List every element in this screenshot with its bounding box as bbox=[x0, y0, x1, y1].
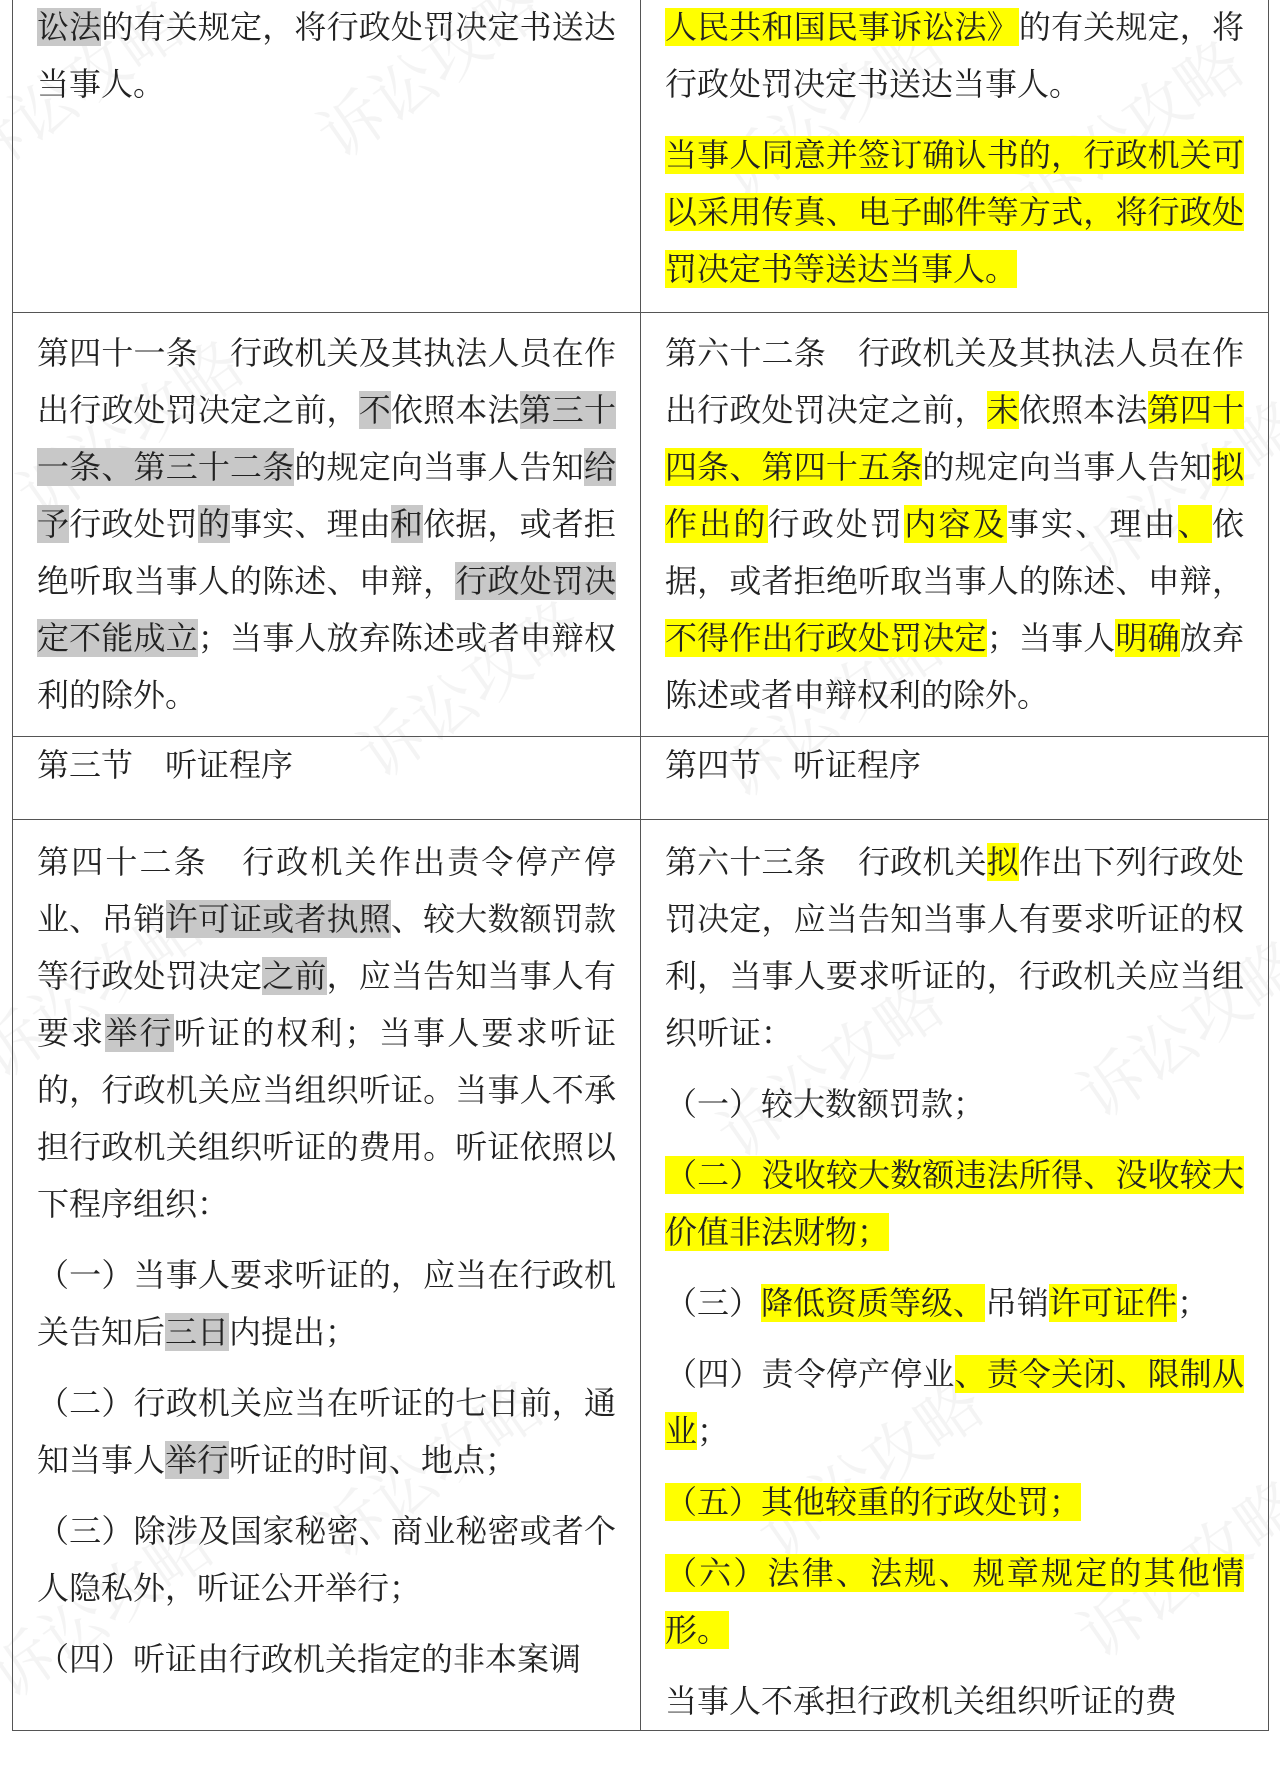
removed-text: 举行 bbox=[105, 1014, 174, 1052]
text-run: 、较大数额罚款等行政处罚决定 bbox=[37, 900, 616, 995]
added-text: 第四十四条、第四十五条 bbox=[665, 391, 1244, 486]
removed-text: 三日 bbox=[165, 1313, 230, 1351]
comparison-table bbox=[12, 0, 1269, 1731]
text-run: 第四节 bbox=[665, 746, 762, 784]
table-row bbox=[13, 820, 1269, 1731]
article-paragraph bbox=[665, 1147, 1244, 1261]
added-text: 、责令关闭、限制从业 bbox=[665, 1355, 1244, 1450]
new-law-cell bbox=[641, 313, 1269, 737]
added-text: 人民共和国民事诉讼法》 bbox=[665, 8, 1019, 46]
added-text: 内容及 bbox=[904, 505, 1007, 543]
article-paragraph bbox=[37, 834, 616, 1233]
article-paragraph bbox=[37, 1247, 616, 1361]
removed-text: 不 bbox=[358, 391, 391, 429]
table-row bbox=[13, 737, 1269, 820]
article-paragraph bbox=[665, 127, 1244, 298]
table-row bbox=[13, 0, 1269, 313]
text-run: （一）当事人要求听证的，应当在行政机关告知后 bbox=[37, 1256, 616, 1351]
added-text: （六）法律、法规、规章规定的其他情形。 bbox=[665, 1554, 1244, 1649]
text-run: 行政机关 bbox=[857, 843, 987, 881]
text-run: 行政机关作出责令停产停业、吊销 bbox=[37, 843, 616, 938]
added-text: （五）其他较重的行政处罚； bbox=[665, 1483, 1082, 1521]
added-text: 降低资质等级、 bbox=[761, 1284, 986, 1322]
added-text: 拟 bbox=[986, 843, 1019, 881]
text-run: 第四十一条 bbox=[37, 334, 198, 372]
text-run: 第四十二条 bbox=[37, 843, 208, 881]
text-run: 听证程序 bbox=[165, 746, 294, 784]
text-run: 依据，或者拒绝听取当事人的陈述、申辩， bbox=[37, 505, 616, 600]
added-text: （二）没收较大数额违法所得、没收较大价值非法财物； bbox=[665, 1156, 1244, 1251]
article-paragraph bbox=[665, 1346, 1244, 1460]
article-paragraph bbox=[37, 325, 616, 724]
old-law-cell bbox=[13, 313, 641, 737]
old-law-cell bbox=[13, 0, 641, 313]
section-title bbox=[665, 737, 1244, 794]
removed-text: 讼法 bbox=[37, 8, 102, 46]
article-paragraph bbox=[665, 325, 1244, 724]
text-run: 行政处罚 bbox=[69, 505, 198, 543]
added-text: 当事人同意并签订确认书的，行政机关可以采用传真、电子邮件等方式，将行政处罚决定书等送达当事人。 bbox=[665, 136, 1244, 288]
text-run: 的有关规定，将行政处罚决定书送达当事人。 bbox=[665, 8, 1244, 103]
new-law-cell bbox=[641, 0, 1269, 313]
removed-text: 的 bbox=[197, 505, 231, 543]
article-paragraph bbox=[37, 1503, 616, 1617]
article-paragraph bbox=[665, 1474, 1244, 1531]
text-run: 依据，或者拒绝听取当事人的陈述、申辩， bbox=[665, 505, 1244, 600]
text-run: 第六十二条 bbox=[665, 334, 826, 372]
text-run: 依照本法 bbox=[390, 391, 520, 429]
text-run: 行政机关及其执法人员在作出行政处罚决定之前， bbox=[665, 334, 1244, 429]
text-run: 的规定向当事人告知 bbox=[922, 448, 1212, 486]
added-text: 明确 bbox=[1115, 619, 1180, 657]
article-paragraph bbox=[665, 1275, 1244, 1332]
old-law-cell bbox=[13, 820, 641, 1731]
text-run: （一）较大数额罚款； bbox=[665, 1085, 986, 1123]
article-paragraph bbox=[665, 1673, 1244, 1730]
text-run: ； bbox=[697, 1412, 730, 1450]
text-run: ，应当告知当事人有要求 bbox=[37, 957, 616, 1052]
text-run: 的有关规定，将行政处罚决定书送达当事人。 bbox=[37, 8, 616, 103]
removed-text: 许可证或者执照 bbox=[165, 900, 391, 938]
added-text: 不得作出行政处罚决定 bbox=[665, 619, 987, 657]
article-paragraph bbox=[665, 0, 1244, 113]
removed-text: 行政处罚决定不能成立 bbox=[37, 562, 616, 657]
text-run: 作出下列行政处罚决定，应当告知当事人有要求听证的权利，当事人要求听证的，行政机关应当组织听证： bbox=[665, 843, 1244, 1052]
removed-text: 第三十一条、第三十二条 bbox=[37, 391, 616, 486]
text-run: （四）听证由行政机关指定的非本案调 bbox=[37, 1640, 582, 1678]
text-run: 吊销 bbox=[985, 1284, 1050, 1322]
new-law-cell bbox=[641, 820, 1269, 1731]
article-paragraph bbox=[665, 1545, 1244, 1659]
article-paragraph bbox=[37, 1631, 616, 1688]
text-run: 事实、理由 bbox=[230, 505, 391, 543]
text-run: 放弃陈述或者申辩权利的除外。 bbox=[665, 619, 1244, 714]
text-run: 当事人不承担行政机关组织听证的费 bbox=[665, 1682, 1178, 1720]
added-text: 、 bbox=[1177, 505, 1212, 543]
text-run: 听证的时间、地点； bbox=[229, 1441, 518, 1479]
article-paragraph bbox=[37, 0, 616, 113]
text-run: ；当事人放弃陈述或者申辩权利的除外。 bbox=[37, 619, 616, 714]
added-text: 拟作出的 bbox=[665, 448, 1244, 543]
section-title bbox=[37, 737, 616, 794]
new-section-heading bbox=[641, 737, 1269, 820]
article-paragraph bbox=[37, 1375, 616, 1489]
table-row bbox=[13, 313, 1269, 737]
text-run: 行政处罚 bbox=[767, 505, 905, 543]
text-run: 第六十三条 bbox=[665, 843, 826, 881]
text-run: 行政机关及其执法人员在作出行政处罚决定之前， bbox=[37, 334, 616, 429]
old-section-heading bbox=[13, 737, 641, 820]
removed-text: 给予 bbox=[37, 448, 616, 543]
text-run: 事实、理由 bbox=[1006, 505, 1178, 543]
article-paragraph bbox=[665, 834, 1244, 1062]
text-run: （二）行政机关应当在听证的七日前，通知当事人 bbox=[37, 1384, 616, 1479]
text-run: （三） bbox=[665, 1284, 762, 1322]
text-run: 听证的权利；当事人要求听证的，行政机关应当组织听证。当事人不承担行政机关组织听证的费用。听证依照以下程序组织： bbox=[37, 1014, 616, 1223]
removed-text: 和 bbox=[390, 505, 424, 543]
removed-text: 之前 bbox=[262, 957, 327, 995]
text-run: ；当事人 bbox=[986, 619, 1116, 657]
removed-text: 举行 bbox=[165, 1441, 230, 1479]
text-run: 听证程序 bbox=[793, 746, 922, 784]
added-text: 许可证件 bbox=[1049, 1284, 1178, 1322]
text-run: ； bbox=[1177, 1284, 1210, 1322]
text-run: 第三节 bbox=[37, 746, 134, 784]
text-run: （三）除涉及国家秘密、商业秘密或者个人隐私外，听证公开举行； bbox=[37, 1512, 616, 1607]
text-run: （四）责令停产停业 bbox=[665, 1355, 955, 1393]
article-paragraph bbox=[665, 1076, 1244, 1133]
text-run: 内提出； bbox=[229, 1313, 358, 1351]
added-text: 未 bbox=[986, 391, 1019, 429]
text-run: 依照本法 bbox=[1018, 391, 1148, 429]
text-run: 的规定向当事人告知 bbox=[294, 448, 584, 486]
